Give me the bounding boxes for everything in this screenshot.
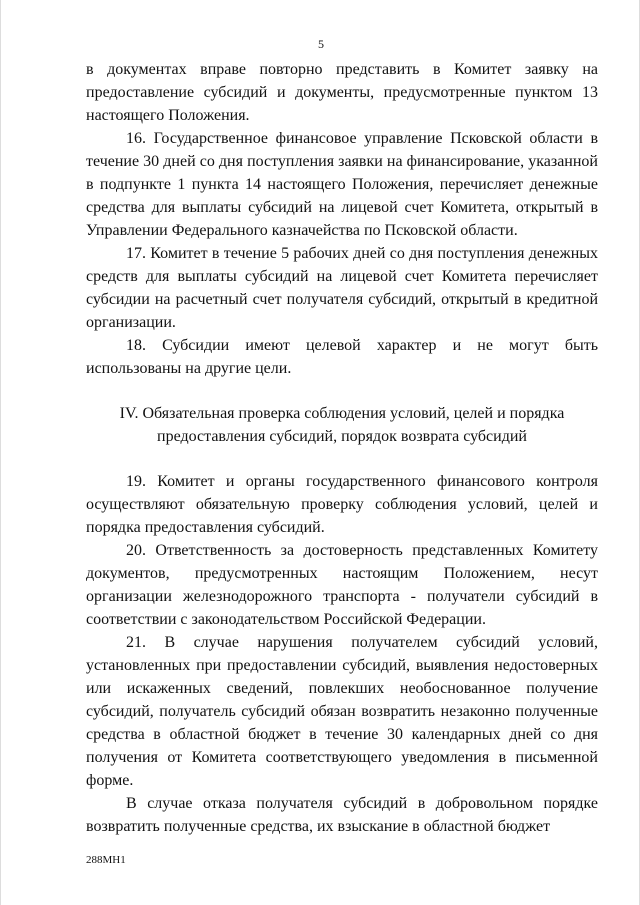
paragraph-21: 21. В случае нарушения получателем субсидий условий, установленных при предоставлении субсидий, выявления недостоверных или искаженных сведений, повлекших необоснованное получение субсидий, получатель субсидий обязан возвратить незаконно полученные средства в областной бюджет в течение 30 календарных дней со дня получения от Комитета соответствующего уведомления в письменной форме.	[86, 634, 598, 789]
document-body	[86, 58, 598, 838]
paragraph-20: 20. Ответственность за достоверность представленных Комитету документов, предусмотренных настоящим Положением, несут организации железнодорожного транспорта - получатели субсидий в соответствии с законодательством Российской Федерации.	[86, 542, 598, 628]
section-heading-line-1: IV. Обязательная проверка соблюдения условий, целей и порядка	[119, 405, 565, 422]
section-heading	[86, 402, 598, 448]
document-code: 288МН1	[86, 854, 126, 866]
paragraph-refusal: В случае отказа получателя субсидий в добровольном порядке возвратить полученные средства, их взыскание в областной бюджет	[86, 795, 598, 835]
paragraph-continuation: в документах вправе повторно представить в Комитет заявку на предоставление субсидий и документы, предусмотренные пунктом 13 настоящего Положения.	[86, 61, 598, 124]
section-heading-line-2: предоставления субсидий, порядок возврата субсидий	[157, 428, 527, 445]
paragraph-17: 17. Комитет в течение 5 рабочих дней со дня поступления денежных средств для выплаты субсидий на лицевой счет Комитета перечисляет субсидии на расчетный счет получателя субсидий, открытый в кредитной организации.	[86, 245, 598, 331]
paragraph-16: 16. Государственное финансовое управление Псковской области в течение 30 дней со дня поступления заявки на финансирование, указанной в подпункте 1 пункта 14 настоящего Положения, перечисляет денежные средства для выплаты субсидий на лицевой счет Комитета, открытый в Управлении Федерального казначейства по Псковской области.	[86, 130, 598, 239]
paragraph-19: 19. Комитет и органы государственного финансового контроля осуществляют обязательную проверку соблюдения условий, целей и порядка предоставления субсидий.	[86, 473, 598, 536]
page-number: 5	[318, 37, 324, 51]
paragraph-18: 18. Субсидии имеют целевой характер и не могут быть использованы на другие цели.	[86, 337, 598, 377]
